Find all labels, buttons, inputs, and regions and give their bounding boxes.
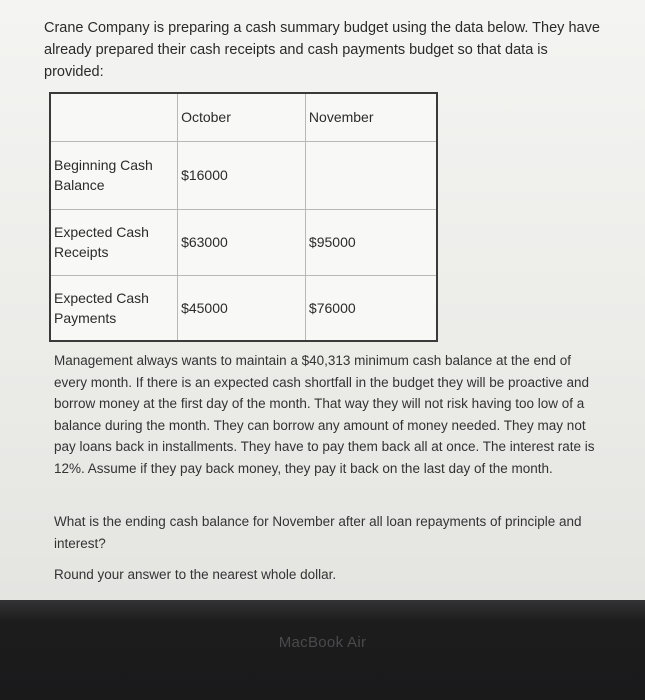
november-value: $76000 bbox=[305, 275, 437, 341]
header-blank bbox=[50, 93, 178, 141]
row-label: Expected Cash Receipts bbox=[50, 209, 178, 275]
october-value: $16000 bbox=[178, 141, 306, 209]
header-november: November bbox=[305, 93, 437, 141]
table-header-row bbox=[50, 93, 437, 141]
header-october: October bbox=[178, 93, 306, 141]
table-row bbox=[50, 275, 437, 341]
table-row bbox=[50, 209, 437, 275]
budget-table bbox=[49, 92, 438, 342]
november-value bbox=[305, 141, 437, 209]
october-value: $63000 bbox=[178, 209, 306, 275]
november-value: $95000 bbox=[305, 209, 437, 275]
intro-text: Crane Company is preparing a cash summary budget using the data below. They have already prepared their cash receipts and cash payments budget so that data is provided: bbox=[44, 20, 600, 80]
row-label: Beginning Cash Balance bbox=[50, 141, 178, 209]
device-label: MacBook Air bbox=[278, 634, 367, 651]
instruction-text: Round your answer to the nearest whole dollar. bbox=[54, 567, 337, 582]
row-label: Expected Cash Payments bbox=[50, 275, 178, 341]
policy-text: Management always wants to maintain a $40,313 minimum cash balance at the end of every month. If there is an expected cash shortfall in the budget they will be proactive and borrow money at the first day of the month. That way they will not risk having too low of a balance during the month. They can borrow any amount of money needed. They may not pay loans back in installments. They have to pay them back all at once. The interest rate is 12%. Assume if they pay back money, they pay it back on the last day of the month. bbox=[54, 353, 595, 476]
october-value: $45000 bbox=[178, 275, 306, 341]
question-text: What is the ending cash balance for November after all loan repayments of principle and interest? bbox=[54, 514, 582, 551]
table-row bbox=[50, 141, 437, 209]
